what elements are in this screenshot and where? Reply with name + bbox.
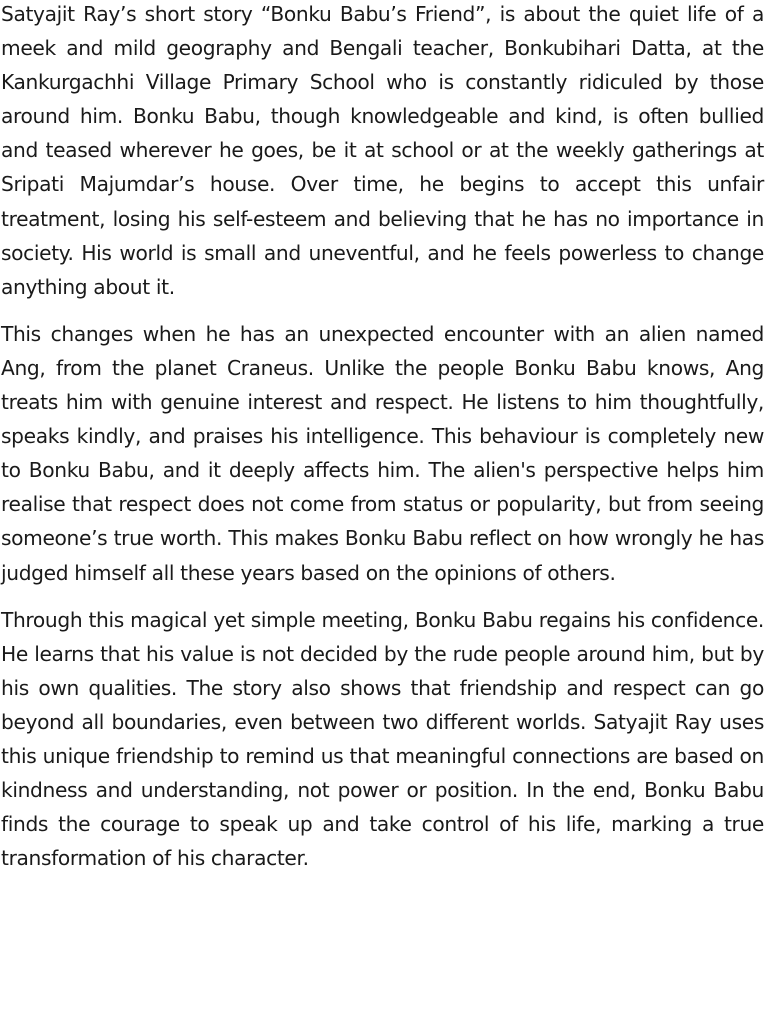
paragraph-3: Through this magical yet simple meeting, Bonku Babu regains his confidence. He learns that his value is not decided by the rude people around him, but by his own qualities. The story also shows that friendship and respect can go beyond all boundaries, even between two different worlds. Satyajit Ray uses this unique friendship to remind us that meaningful connections are based on kindness and understanding, not power or position. In the end, Bonku Babu finds the courage to speak up and take control of his life, marking a true transformation of his character. <box>1 607 764 871</box>
paragraph-1: Satyajit Ray’s short story “Bonku Babu’s Friend”, is about the quiet life of a meek and mild geography and Bengali teacher, Bonkubihari Datta, at the Kankurgachhi Village Primary School who is constantly ridiculed by those around him. Bonku Babu, though knowledgeable and kind, is often bullied and teased wherever he goes, be it at school or at the weekly gatherings at Sripati Majumdar’s house. Over time, he begins to accept this unfair treatment, losing his self-esteem and believing that he has no importance in society. His world is small and uneventful, and he feels powerless to change anything about it. <box>1 2 764 299</box>
paragraph-2: This changes when he has an unexpected encounter with an alien named Ang, from the planet Craneus. Unlike the people Bonku Babu knows, Ang treats him with genuine interest and respect. He listens to him thoughtfully, speaks kindly, and praises his intelligence. This behaviour is completely new to Bonku Babu, and it deeply affects him. The alien's perspective helps him realise that respect does not come from status or popularity, but from seeing someone’s true worth. This makes Bonku Babu reflect on how wrongly he has judged himself all these years based on the opinions of others. <box>1 321 764 585</box>
